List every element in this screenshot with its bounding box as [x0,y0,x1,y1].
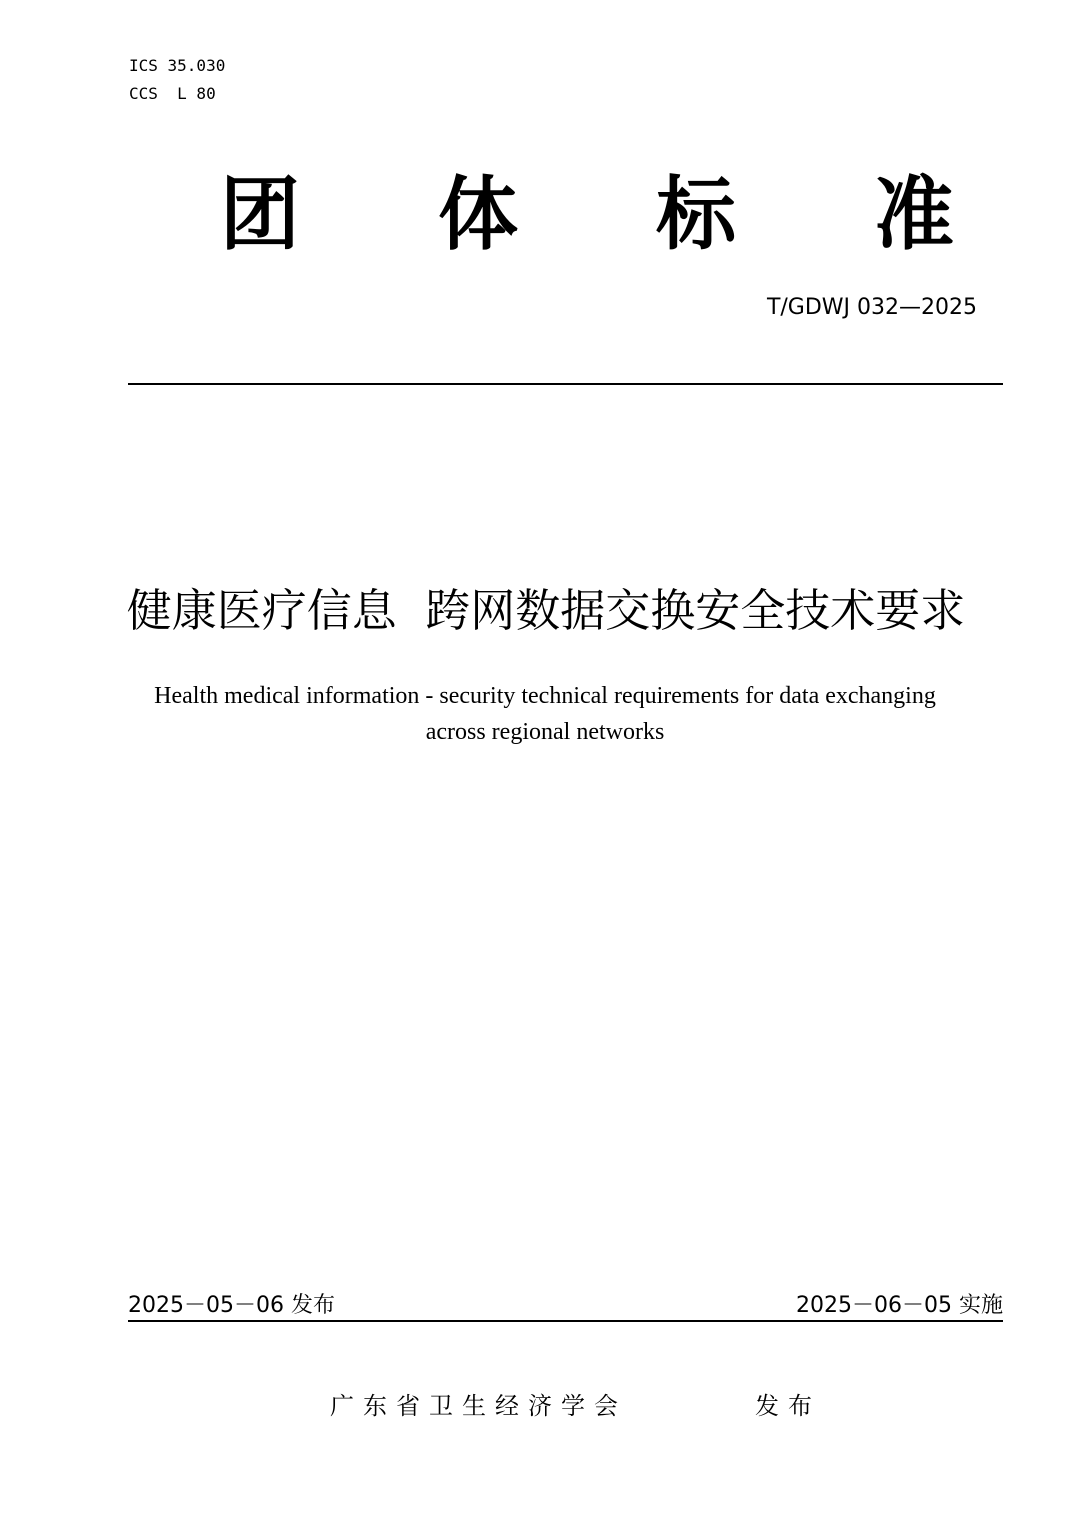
bottom-divider [128,1320,1003,1322]
chinese-title: 健康医疗信息 跨网数据交换安全技术要求 [126,584,966,637]
english-title-line-1: Health medical information - security technical requirements for data exchanging [154,683,936,709]
english-title [100,678,990,750]
implementation-date: 2025－06－05 实施 [796,1293,1003,1318]
standard-number: T/GDWJ 032—2025 [766,295,977,320]
ccs-code: CCS L 80 [129,84,216,103]
standard-type-char-1: 团 [220,168,300,261]
publisher-name: 广东省卫生经济学会 [330,1392,627,1420]
top-divider [128,383,1003,385]
ics-code: ICS 35.030 [129,56,226,75]
issue-date: 2025－05－06 发布 [128,1293,335,1318]
standard-type-char-2: 体 [438,168,518,261]
standard-type-char-4: 准 [874,168,954,261]
publisher-action: 发布 [755,1392,821,1420]
standard-type-heading [0,170,1080,260]
english-title-line-2: across regional networks [425,719,665,745]
standard-type-char-3: 标 [656,168,736,261]
publisher-line [0,1390,1080,1422]
